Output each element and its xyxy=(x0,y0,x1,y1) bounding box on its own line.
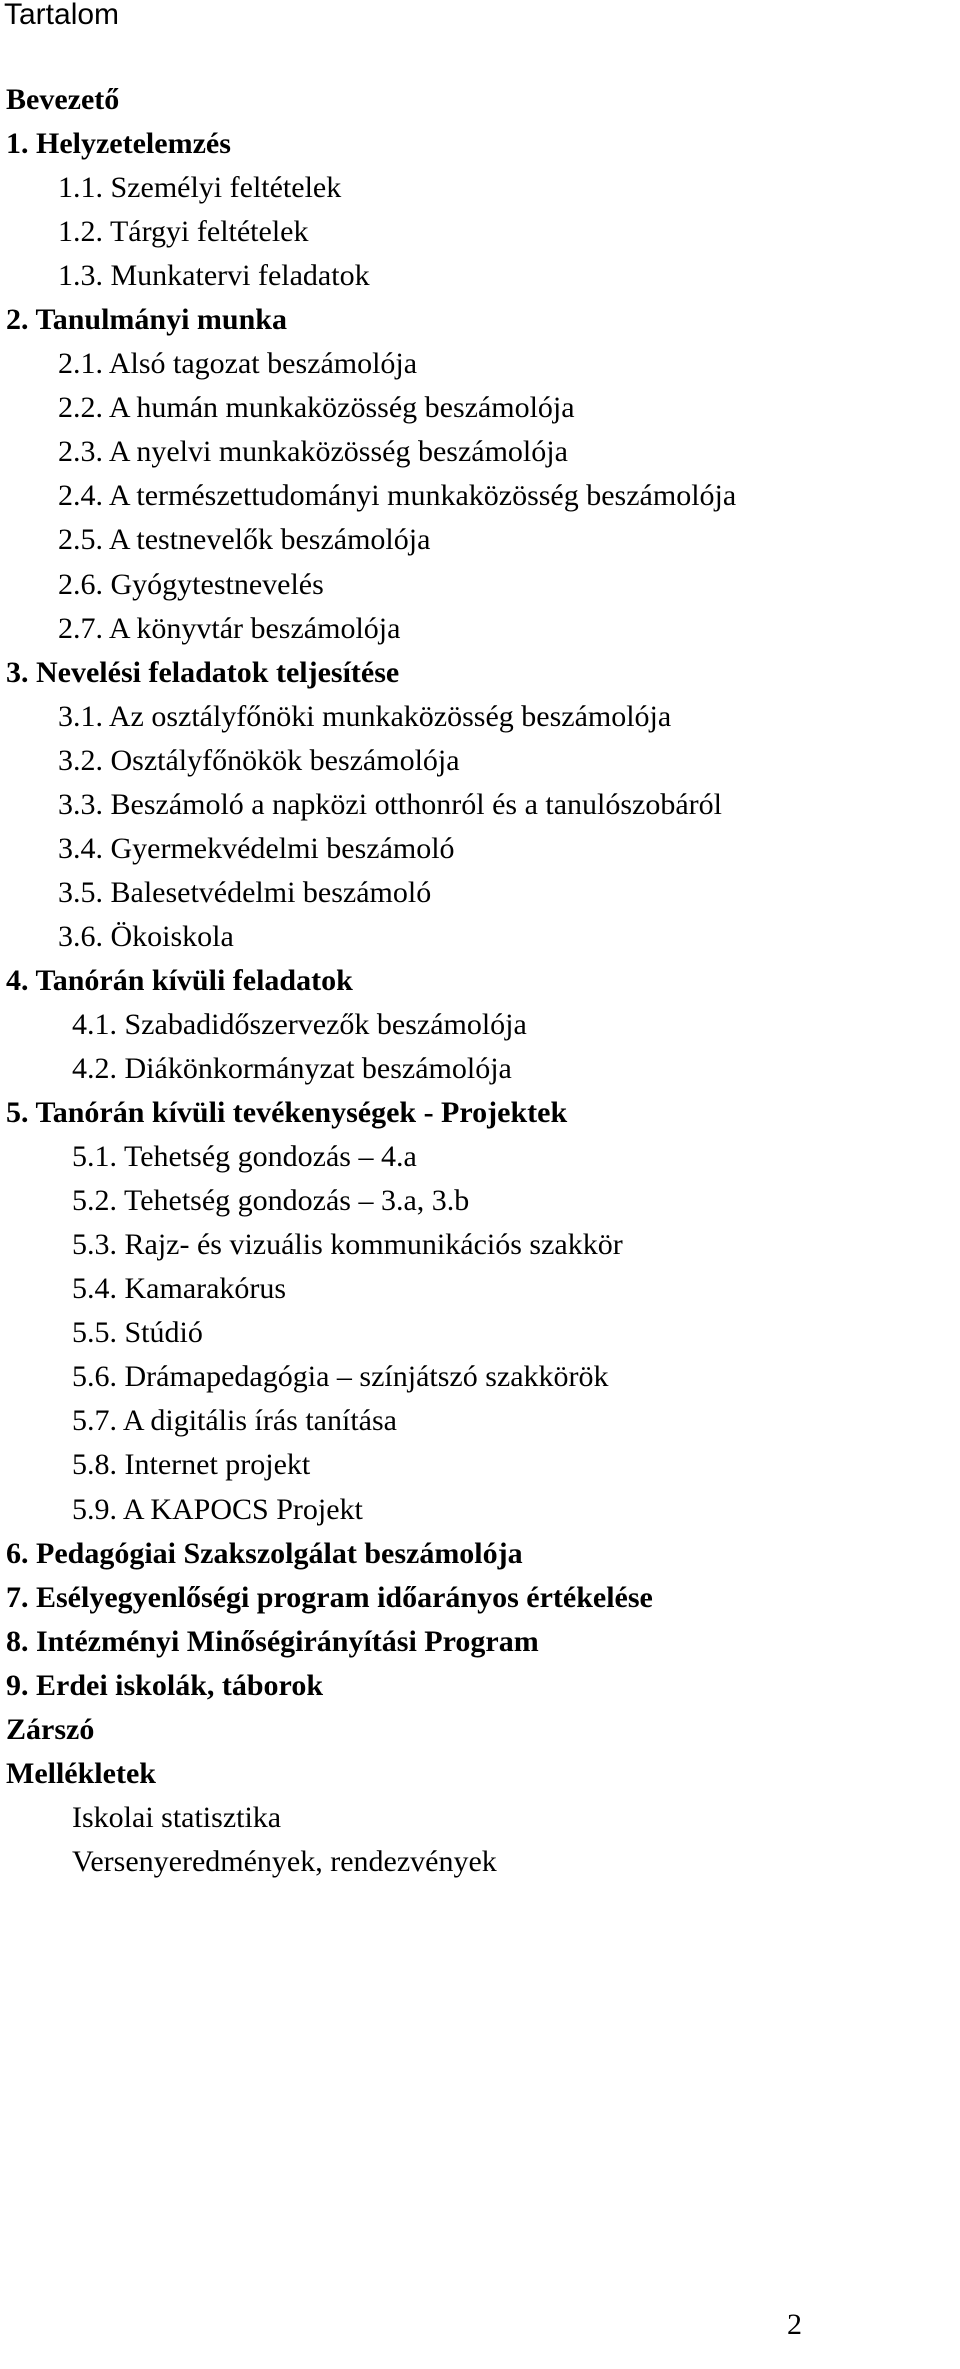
toc-entry: 1.2. Tárgyi feltételek xyxy=(58,215,309,249)
toc-entry: 4.2. Diákönkormányzat beszámolója xyxy=(72,1052,512,1086)
toc-entry: 2.6. Gyógytestnevelés xyxy=(58,567,324,601)
page-number: 2 xyxy=(787,2308,802,2341)
toc-heading: 5. Tanórán kívüli tevékenységek - Projektek xyxy=(6,1096,568,1130)
toc-entry: 5.5. Stúdió xyxy=(72,1316,203,1350)
toc-entry: 2.3. A nyelvi munkaközösség beszámolója xyxy=(58,435,568,469)
toc-heading: 1. Helyzetelemzés xyxy=(6,127,231,161)
toc-entry: 3.2. Osztályfőnökök beszámolója xyxy=(58,743,460,777)
toc-entry: 3.5. Balesetvédelmi beszámoló xyxy=(58,875,432,909)
toc-entry: 2.1. Alsó tagozat beszámolója xyxy=(58,347,418,381)
page-title: Tartalom xyxy=(4,0,120,31)
toc-entry: 5.1. Tehetség gondozás – 4.a xyxy=(72,1140,417,1174)
toc-entry: 5.8. Internet projekt xyxy=(72,1448,311,1482)
toc-entry: Iskolai statisztika xyxy=(72,1800,282,1834)
toc-heading: 8. Intézményi Minőségirányítási Program xyxy=(6,1624,539,1658)
toc-entry: 5.6. Drámapedagógia – színjátszó szakkörök xyxy=(72,1360,609,1394)
toc-entry: 5.4. Kamarakórus xyxy=(72,1272,287,1306)
toc-heading: 6. Pedagógiai Szakszolgálat beszámolója xyxy=(6,1536,523,1570)
toc-heading: 3. Nevelési feladatok teljesítése xyxy=(6,655,400,689)
toc-entry: 3.6. Ökoiskola xyxy=(58,919,234,953)
toc-heading: Zárszó xyxy=(6,1712,95,1746)
toc-entry: 4.1. Szabadidőszervezők beszámolója xyxy=(72,1007,527,1041)
toc-entry: 2.4. A természettudományi munkaközösség beszámolója xyxy=(58,479,737,513)
toc-entry: 5.7. A digitális írás tanítása xyxy=(72,1404,397,1438)
toc-entry: Versenyeredmények, rendezvények xyxy=(72,1844,497,1878)
toc-entry: 3.1. Az osztályfőnöki munkaközösség beszámolója xyxy=(58,699,672,733)
toc-heading: 7. Esélyegyenlőségi program időarányos értékelése xyxy=(6,1580,653,1614)
table-of-contents xyxy=(0,78,960,1884)
toc-entry: 5.2. Tehetség gondozás – 3.a, 3.b xyxy=(72,1184,470,1218)
toc-entry: 3.4. Gyermekvédelmi beszámoló xyxy=(58,831,455,865)
toc-heading: 9. Erdei iskolák, táborok xyxy=(6,1668,324,1702)
toc-entry: 1.3. Munkatervi feladatok xyxy=(58,259,370,293)
toc-heading: 4. Tanórán kívüli feladatok xyxy=(6,963,353,997)
toc-entry: 2.7. A könyvtár beszámolója xyxy=(58,611,401,645)
toc-heading: Mellékletek xyxy=(6,1756,156,1790)
toc-heading: Bevezető xyxy=(6,83,120,116)
toc-entry: 2.2. A humán munkaközösség beszámolója xyxy=(58,391,575,425)
toc-entry: 1.1. Személyi feltételek xyxy=(58,171,342,205)
toc-entry: 3.3. Beszámoló a napközi otthonról és a tanulószobáról xyxy=(58,787,722,821)
toc-entry: 5.9. A KAPOCS Projekt xyxy=(72,1492,363,1526)
toc-entry: 5.3. Rajz- és vizuális kommunikációs szakkör xyxy=(72,1228,623,1262)
toc-heading: 2. Tanulmányi munka xyxy=(6,303,287,337)
toc-entry: 2.5. A testnevelők beszámolója xyxy=(58,523,431,557)
